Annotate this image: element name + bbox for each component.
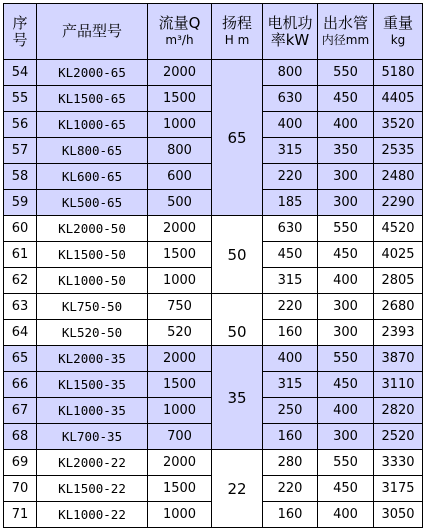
seq-cell: 69 — [4, 450, 37, 476]
weight-cell: 3870 — [374, 346, 423, 372]
weight-cell: 2520 — [374, 424, 423, 450]
seq-cell: 54 — [4, 60, 37, 86]
power-cell: 220 — [263, 164, 318, 190]
flow-cell: 600 — [148, 164, 212, 190]
table-row — [4, 60, 423, 86]
seq-cell: 63 — [4, 294, 37, 320]
outlet-cell: 450 — [318, 86, 374, 112]
seq-cell: 56 — [4, 112, 37, 138]
model-cell: KL700-35 — [37, 424, 148, 450]
power-cell: 185 — [263, 190, 318, 216]
head-cell-group-50a: 50 — [212, 216, 263, 294]
seq-cell: 64 — [4, 320, 37, 346]
power-cell: 220 — [263, 476, 318, 502]
seq-cell: 61 — [4, 242, 37, 268]
outlet-cell: 450 — [318, 372, 374, 398]
table-row — [4, 450, 423, 476]
power-cell: 400 — [263, 346, 318, 372]
seq-cell: 67 — [4, 398, 37, 424]
model-cell: KL1000-50 — [37, 268, 148, 294]
model-cell: KL2000-35 — [37, 346, 148, 372]
header-flow — [148, 4, 212, 60]
header-seq-line1: 序 — [12, 13, 28, 32]
seq-cell: 68 — [4, 424, 37, 450]
seq-cell: 71 — [4, 502, 37, 528]
power-cell: 800 — [263, 60, 318, 86]
flow-cell: 2000 — [148, 450, 212, 476]
head-cell-group-65: 65 — [212, 60, 263, 216]
power-cell: 315 — [263, 372, 318, 398]
outlet-cell: 550 — [318, 346, 374, 372]
seq-cell: 70 — [4, 476, 37, 502]
power-cell: 160 — [263, 502, 318, 528]
header-model: 产品型号 — [37, 4, 148, 60]
weight-cell: 3520 — [374, 112, 423, 138]
header-power-line2: 率kW — [270, 30, 310, 49]
seq-cell: 65 — [4, 346, 37, 372]
model-cell: KL500-65 — [37, 190, 148, 216]
model-cell: KL1000-35 — [37, 398, 148, 424]
seq-cell: 66 — [4, 372, 37, 398]
seq-cell: 60 — [4, 216, 37, 242]
outlet-cell: 300 — [318, 164, 374, 190]
outlet-cell: 550 — [318, 450, 374, 476]
outlet-cell: 300 — [318, 190, 374, 216]
flow-cell: 800 — [148, 138, 212, 164]
weight-cell: 4025 — [374, 242, 423, 268]
header-flow-line1: 流量Q — [158, 13, 201, 32]
power-cell: 630 — [263, 216, 318, 242]
model-cell: KL2000-65 — [37, 60, 148, 86]
weight-cell: 3110 — [374, 372, 423, 398]
weight-cell: 2393 — [374, 320, 423, 346]
model-cell: KL2000-22 — [37, 450, 148, 476]
outlet-cell: 450 — [318, 242, 374, 268]
power-cell: 160 — [263, 424, 318, 450]
pump-spec-table — [3, 3, 423, 528]
header-head — [212, 4, 263, 60]
flow-cell: 1500 — [148, 372, 212, 398]
power-cell: 450 — [263, 242, 318, 268]
header-outlet — [318, 4, 374, 60]
seq-cell: 55 — [4, 86, 37, 112]
power-cell: 315 — [263, 138, 318, 164]
header-power — [263, 4, 318, 60]
power-cell: 630 — [263, 86, 318, 112]
outlet-cell: 550 — [318, 216, 374, 242]
outlet-cell: 550 — [318, 60, 374, 86]
header-head-line1: 扬程 — [221, 13, 252, 32]
outlet-cell: 300 — [318, 424, 374, 450]
header-flow-line2: m³/h — [165, 32, 194, 47]
weight-cell: 4405 — [374, 86, 423, 112]
header-weight-line2: kg — [390, 32, 406, 47]
head-cell-group-50b: 50 — [212, 294, 263, 346]
outlet-cell: 450 — [318, 476, 374, 502]
flow-cell: 520 — [148, 320, 212, 346]
power-cell: 160 — [263, 320, 318, 346]
weight-cell: 2535 — [374, 138, 423, 164]
outlet-cell: 400 — [318, 502, 374, 528]
model-cell: KL520-50 — [37, 320, 148, 346]
outlet-cell: 350 — [318, 138, 374, 164]
seq-cell: 58 — [4, 164, 37, 190]
header-outlet-line1: 出水管 — [322, 13, 368, 32]
model-cell: KL1500-35 — [37, 372, 148, 398]
header-weight — [374, 4, 423, 60]
table-row — [4, 346, 423, 372]
weight-cell: 2290 — [374, 190, 423, 216]
seq-cell: 62 — [4, 268, 37, 294]
power-cell: 250 — [263, 398, 318, 424]
header-weight-line1: 重量 — [382, 13, 413, 32]
model-cell: KL600-65 — [37, 164, 148, 190]
flow-cell: 1000 — [148, 112, 212, 138]
flow-cell: 1500 — [148, 242, 212, 268]
flow-cell: 2000 — [148, 346, 212, 372]
table-row — [4, 216, 423, 242]
flow-cell: 1500 — [148, 86, 212, 112]
header-seq-line2: 号 — [12, 30, 28, 49]
header-head-line2: H m — [224, 32, 250, 47]
outlet-cell: 300 — [318, 294, 374, 320]
outlet-cell: 300 — [318, 320, 374, 346]
flow-cell: 1500 — [148, 476, 212, 502]
outlet-cell: 400 — [318, 268, 374, 294]
weight-cell: 2820 — [374, 398, 423, 424]
weight-cell: 2680 — [374, 294, 423, 320]
outlet-cell: 400 — [318, 398, 374, 424]
power-cell: 400 — [263, 112, 318, 138]
model-cell: KL2000-50 — [37, 216, 148, 242]
flow-cell: 1000 — [148, 502, 212, 528]
header-outlet-line2: 内径mm — [321, 32, 370, 47]
seq-cell: 57 — [4, 138, 37, 164]
seq-cell: 59 — [4, 190, 37, 216]
header-seq — [4, 4, 37, 60]
head-cell-group-22: 22 — [212, 450, 263, 528]
weight-cell: 3330 — [374, 450, 423, 476]
weight-cell: 4520 — [374, 216, 423, 242]
model-cell: KL1500-65 — [37, 86, 148, 112]
weight-cell: 3175 — [374, 476, 423, 502]
weight-cell: 5180 — [374, 60, 423, 86]
flow-cell: 500 — [148, 190, 212, 216]
head-cell-group-35: 35 — [212, 346, 263, 450]
flow-cell: 700 — [148, 424, 212, 450]
flow-cell: 1000 — [148, 398, 212, 424]
power-cell: 280 — [263, 450, 318, 476]
model-cell: KL750-50 — [37, 294, 148, 320]
model-cell: KL1500-50 — [37, 242, 148, 268]
header-row — [4, 4, 423, 60]
table-row — [4, 294, 423, 320]
model-cell: KL800-65 — [37, 138, 148, 164]
header-power-line1: 电机功 — [267, 13, 313, 32]
power-cell: 220 — [263, 294, 318, 320]
outlet-cell: 400 — [318, 112, 374, 138]
weight-cell: 2480 — [374, 164, 423, 190]
flow-cell: 750 — [148, 294, 212, 320]
weight-cell: 3050 — [374, 502, 423, 528]
power-cell: 315 — [263, 268, 318, 294]
model-cell: KL1000-65 — [37, 112, 148, 138]
flow-cell: 2000 — [148, 60, 212, 86]
flow-cell: 1000 — [148, 268, 212, 294]
weight-cell: 2805 — [374, 268, 423, 294]
model-cell: KL1500-22 — [37, 476, 148, 502]
flow-cell: 2000 — [148, 216, 212, 242]
model-cell: KL1000-22 — [37, 502, 148, 528]
